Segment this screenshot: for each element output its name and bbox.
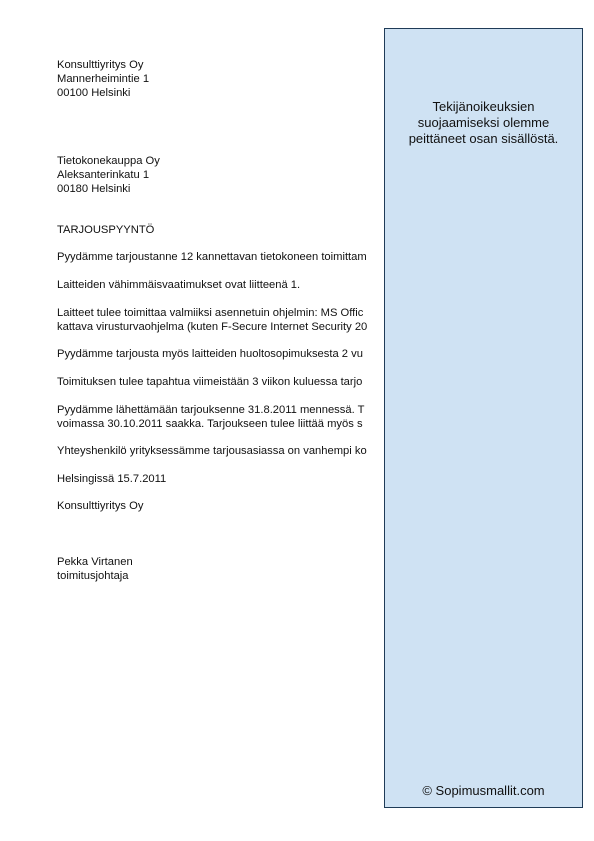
paragraph-maintenance: Pyydämme tarjousta myös laitteiden huoltosopimuksesta 2 vu: [57, 348, 363, 360]
closing-company: Konsulttiyritys Oy: [57, 500, 144, 512]
copyright-label: © Sopimusmallit.com: [422, 783, 545, 798]
copyright-notice: Tekijänoikeuksien suojaamiseksi olemme peittäneet osan sisällöstä.: [408, 99, 559, 146]
sender-name: Konsulttiyritys Oy: [57, 59, 144, 71]
paragraph-contact: Yhteyshenkilö yrityksessämme tarjousasiassa on vanhempi ko: [57, 445, 367, 457]
place-date: Helsingissä 15.7.2011: [57, 473, 167, 485]
paragraph-request: Pyydämme tarjoustanne 12 kannettavan tietokoneen toimittam: [57, 251, 367, 263]
paragraph-delivery: Toimituksen tulee tapahtua viimeistään 3 viikon kuluessa tarjo: [57, 376, 363, 388]
recipient-address: [57, 154, 160, 196]
signer-name: Pekka Virtanen: [57, 556, 133, 568]
paragraph-software-line-2: kattava virusturvaohjelma (kuten F-Secure Internet Security 20: [57, 321, 368, 333]
paragraph-deadline-line-1: Pyydämme lähettämään tarjouksenne 31.8.2011 mennessä. T: [57, 404, 365, 416]
recipient-postal: 00180 Helsinki: [57, 183, 131, 195]
paragraph-deadline: [57, 403, 364, 431]
recipient-street: Aleksanterinkatu 1: [57, 169, 150, 181]
paragraph-deadline-line-2: voimassa 30.10.2011 saakka. Tarjoukseen tulee liittää myös s: [57, 418, 363, 430]
paragraph-software: [57, 306, 367, 334]
paragraph-requirements: Laitteiden vähimmäisvaatimukset ovat liitteenä 1.: [57, 279, 301, 291]
recipient-name: Tietokonekauppa Oy: [57, 155, 160, 167]
sender-address: [57, 58, 149, 100]
signer-title: toimitusjohtaja: [57, 570, 129, 582]
copyright-cover-panel: [384, 28, 583, 808]
signature-block: [57, 555, 133, 583]
sender-street: Mannerheimintie 1: [57, 73, 150, 85]
paragraph-software-line-1: Laitteet tulee toimittaa valmiiksi asennetuin ohjelmin: MS Offic: [57, 307, 364, 319]
sender-postal: 00100 Helsinki: [57, 87, 131, 99]
letter-heading: TARJOUSPYYNTÖ: [57, 224, 155, 236]
